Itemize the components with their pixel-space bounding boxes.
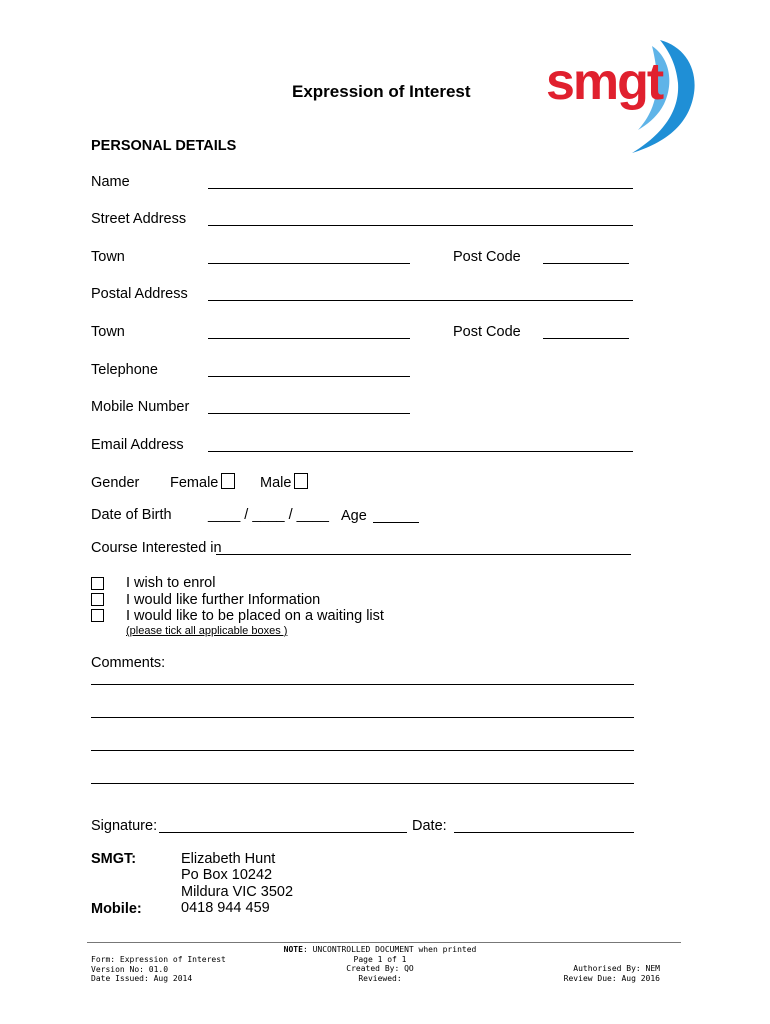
comments-line[interactable] — [91, 684, 634, 685]
gender-label: Gender — [91, 475, 140, 491]
mobile-number-label: Mobile Number — [91, 399, 190, 415]
signature-field[interactable] — [159, 832, 407, 833]
female-checkbox[interactable] — [221, 473, 235, 489]
comments-line[interactable] — [91, 783, 634, 784]
postal-address-label: Postal Address — [91, 286, 188, 302]
comments-label: Comments: — [91, 655, 166, 671]
footer-center — [250, 945, 510, 983]
further-info-checkbox[interactable] — [91, 593, 104, 606]
female-label: Female — [170, 475, 219, 491]
postal-town-field[interactable] — [208, 338, 410, 339]
course-interested-label: Course Interested in — [91, 540, 222, 556]
date-of-birth-label: Date of Birth — [91, 507, 172, 523]
footer-right — [540, 964, 660, 983]
date-field[interactable] — [454, 832, 634, 833]
signature-label: Signature: — [91, 818, 158, 834]
section-heading: PERSONAL DETAILS — [91, 138, 237, 154]
street-address-field[interactable] — [208, 225, 633, 226]
town-field[interactable] — [208, 263, 410, 264]
postal-address-field[interactable] — [208, 300, 633, 301]
waiting-list-option-label: I would like to be placed on a waiting list — [126, 608, 384, 624]
page-title: Expression of Interest — [292, 82, 471, 101]
email-address-field[interactable] — [208, 451, 633, 452]
footer-note-label: NOTE — [283, 945, 303, 954]
footer-created-by: Created By: QO — [346, 964, 414, 974]
org-label: SMGT: — [91, 851, 137, 867]
postal-post-code-field[interactable] — [543, 338, 629, 339]
age-field[interactable] — [373, 522, 419, 523]
contact-mobile: 0418 944 459 — [181, 900, 270, 916]
footer-left — [91, 955, 226, 984]
footer-form-name: Form: Expression of Interest — [91, 955, 226, 964]
footer-review-due: Review Due: Aug 2016 — [563, 973, 660, 983]
footer-date-issued: Date Issued: Aug 2014 — [91, 974, 193, 984]
age-label: Age — [341, 508, 367, 524]
male-checkbox[interactable] — [294, 473, 308, 489]
footer-reviewed: Reviewed: — [358, 973, 402, 983]
date-label: Date: — [412, 818, 447, 834]
course-interested-field[interactable] — [216, 554, 631, 555]
contact-name: Elizabeth Hunt — [181, 851, 276, 867]
contact-po-box: Po Box 10242 — [181, 867, 273, 883]
footer-version: Version No: 01.0 — [91, 964, 169, 974]
town-label: Town — [91, 249, 125, 265]
enrol-checkbox[interactable] — [91, 577, 104, 590]
male-label: Male — [260, 475, 292, 491]
telephone-label: Telephone — [91, 362, 158, 378]
post-code-label: Post Code — [453, 249, 521, 265]
mobile-number-field[interactable] — [208, 413, 410, 414]
telephone-field[interactable] — [208, 376, 410, 377]
postal-post-code-label: Post Code — [453, 324, 521, 340]
postal-town-label: Town — [91, 324, 125, 340]
waiting-list-checkbox[interactable] — [91, 609, 104, 622]
mobile-label: Mobile: — [91, 901, 142, 917]
footer-authorised-by: Authorised By: NEM — [573, 964, 660, 973]
name-label: Name — [91, 174, 130, 190]
comments-line[interactable] — [91, 750, 634, 751]
enrol-option-label: I wish to enrol — [126, 575, 216, 591]
date-of-birth-field[interactable]: ____ / ____ / ____ — [208, 507, 329, 523]
further-info-option-label: I would like further Information — [126, 592, 321, 608]
footer-note — [250, 945, 510, 955]
smgt-logo — [540, 38, 705, 156]
street-address-label: Street Address — [91, 211, 187, 227]
footer-divider — [87, 942, 681, 943]
tick-instruction-note: (please tick all applicable boxes ) — [126, 625, 288, 637]
comments-line[interactable] — [91, 717, 634, 718]
name-field[interactable] — [208, 188, 633, 189]
post-code-field[interactable] — [543, 263, 629, 264]
contact-city: Mildura VIC 3502 — [181, 884, 294, 900]
email-address-label: Email Address — [91, 437, 184, 453]
footer-note-text: : UNCONTROLLED DOCUMENT when printed — [302, 945, 477, 954]
footer-page: Page 1 of 1 — [353, 954, 407, 964]
logo-text: smgt — [546, 53, 663, 111]
